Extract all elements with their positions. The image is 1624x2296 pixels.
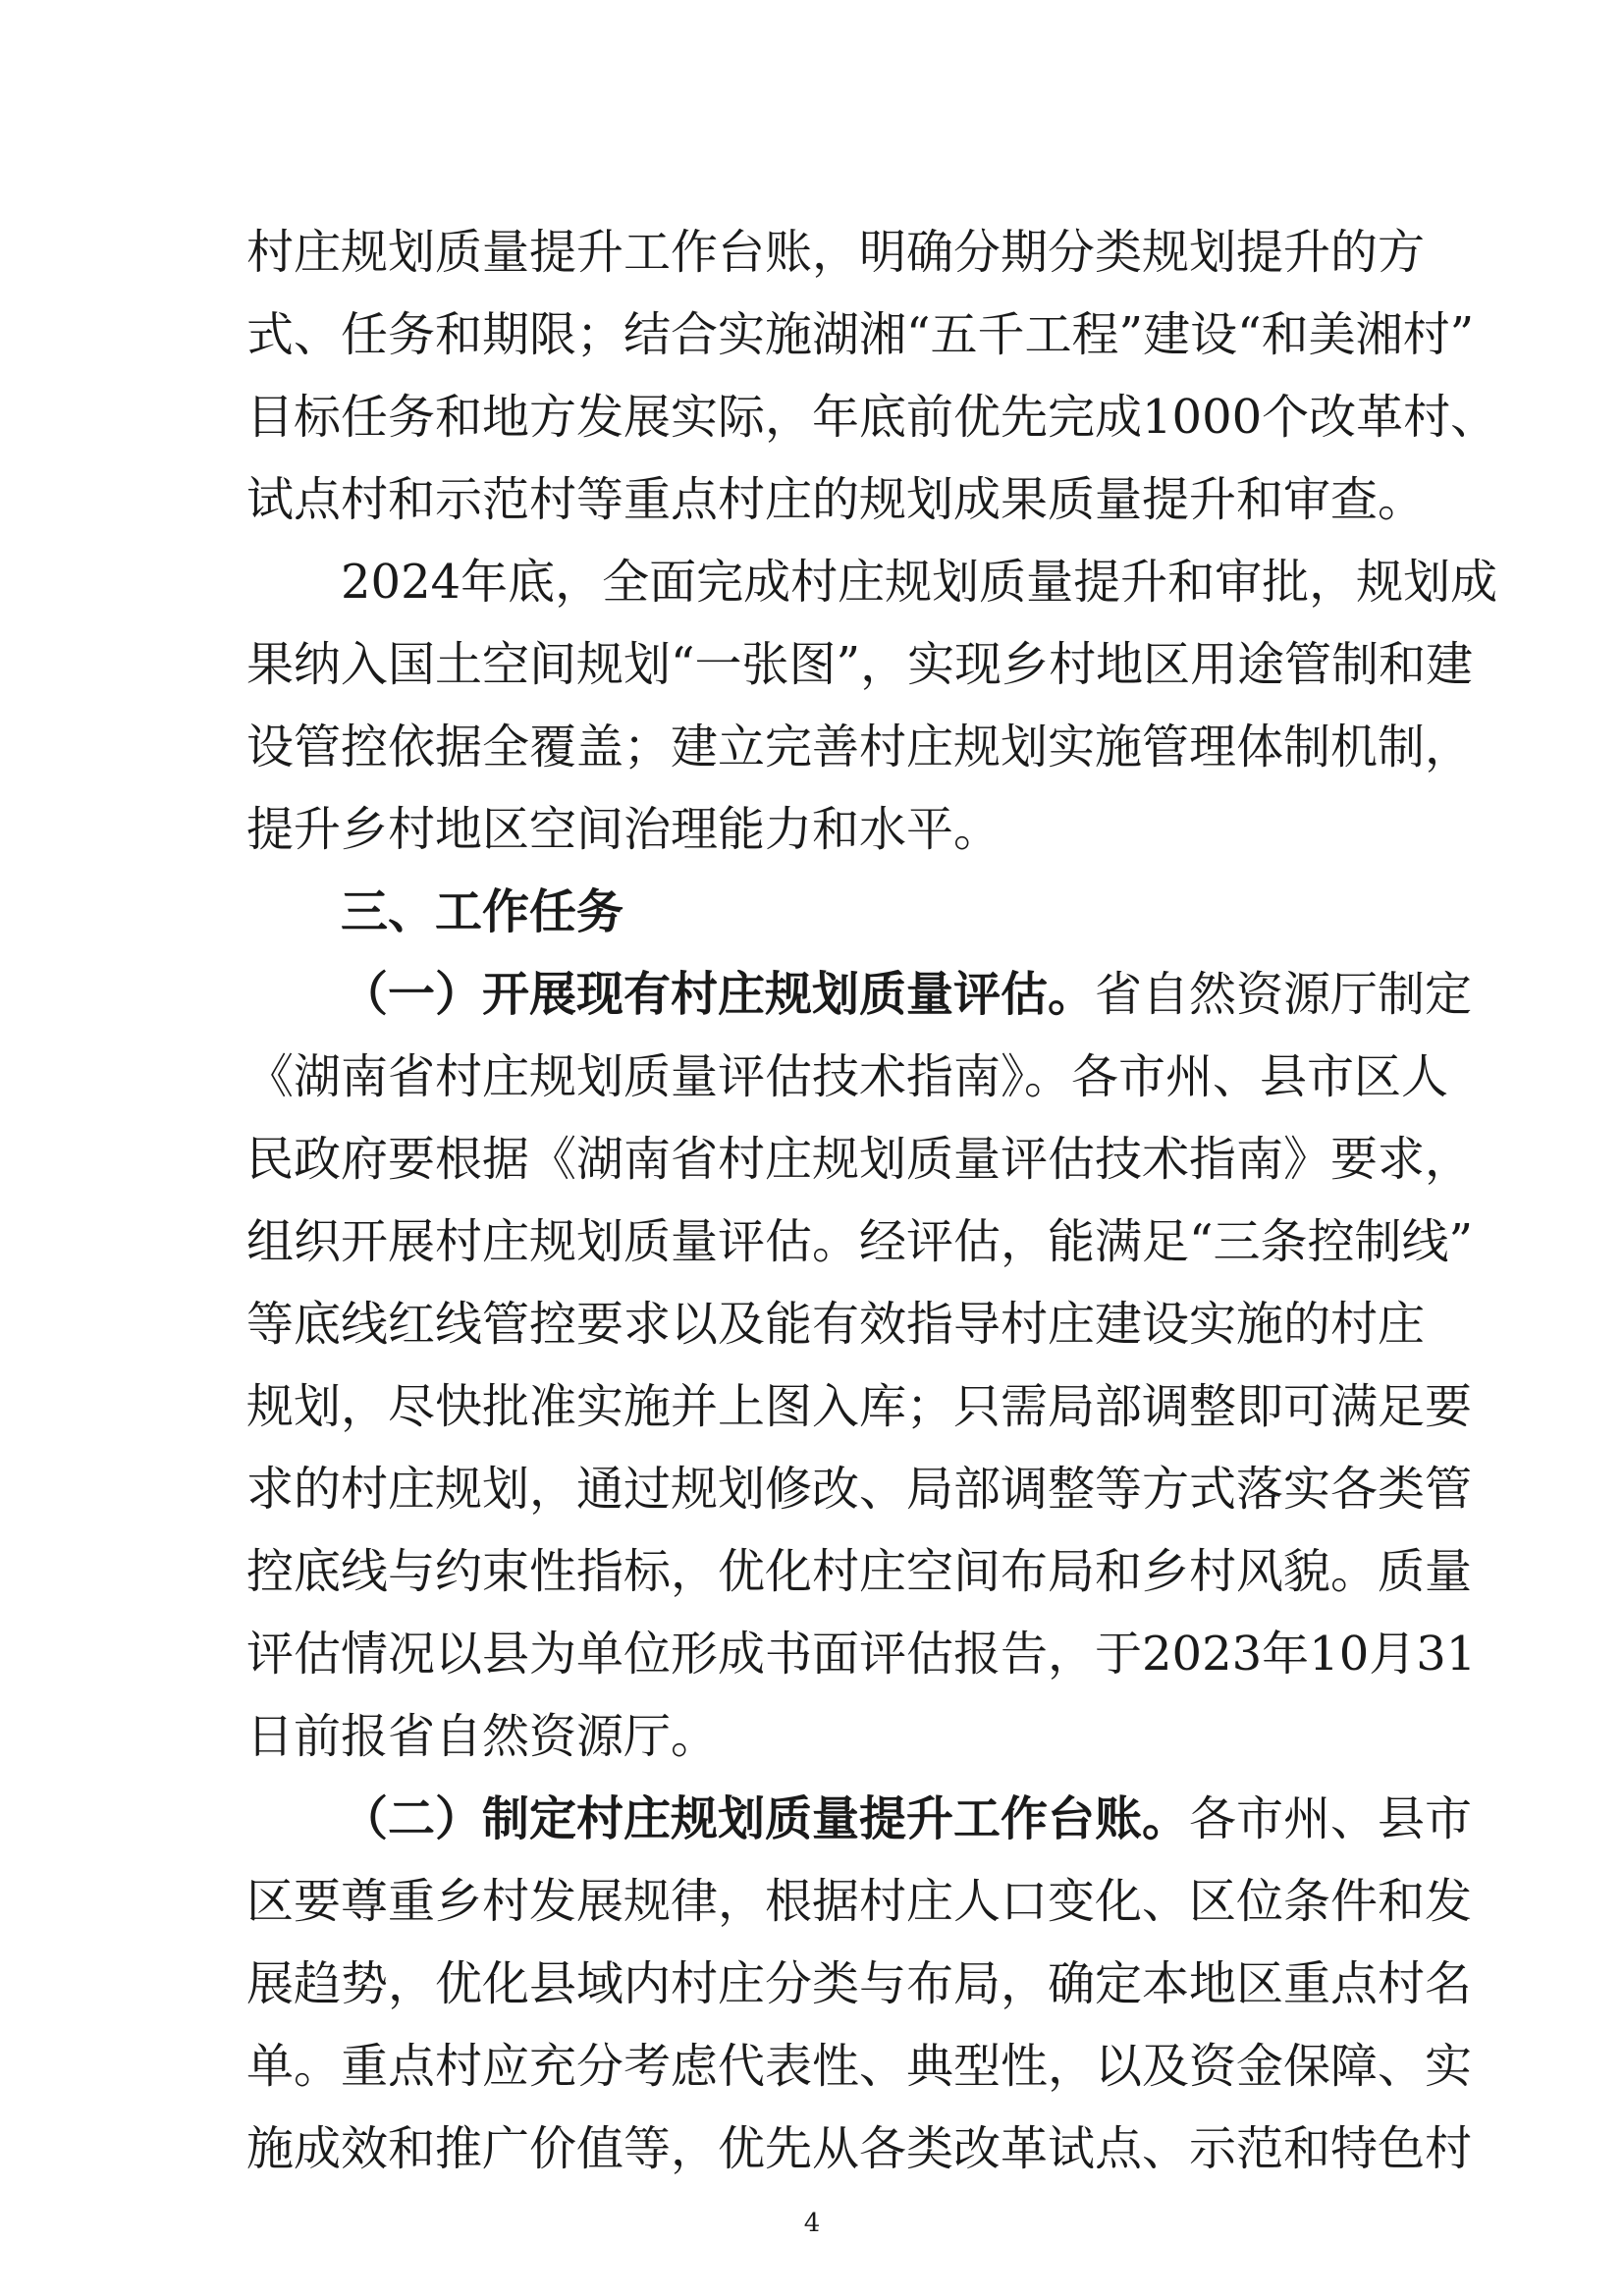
text-line: 规划，尽快批准实施并上图入库；只需局部调整即可满足要 (246, 1379, 1473, 1434)
text-line: 目标任务和地方发展实际，年底前优先完成1000个改革村、 (246, 390, 1498, 445)
text-line: 试点村和示范村等重点村庄的规划成果质量提升和审查。 (246, 472, 1426, 527)
text-line: 评估情况以县为单位形成书面评估报告，于2023年10月31 (246, 1627, 1477, 1682)
text-line: 组织开展村庄规划质量评估。经评估，能满足“三条控制线” (246, 1214, 1474, 1269)
text-line: 求的村庄规划，通过规划修改、局部调整等方式落实各类管 (246, 1462, 1473, 1517)
subsection-text: 各市州、县市 (1189, 1791, 1473, 1846)
subsection-paragraph-first-line (341, 965, 1473, 1024)
subsection-paragraph-first-line (341, 1789, 1473, 1848)
section-heading: 三、工作任务 (341, 884, 624, 939)
text-line: 提升乡村地区空间治理能力和水平。 (246, 802, 1001, 857)
text-line: 展趋势，优化县域内村庄分类与布局，确定本地区重点村名 (246, 1956, 1473, 2011)
text-line: 等底线红线管控要求以及能有效指导村庄建设实施的村庄 (246, 1297, 1426, 1352)
page-number: 4 (803, 2209, 821, 2238)
text-line: 单。重点村应充分考虑代表性、典型性，以及资金保障、实 (246, 2039, 1473, 2094)
text-line: 设管控依据全覆盖；建立完善村庄规划实施管理体制机制， (246, 720, 1473, 774)
text-line: 施成效和推广价值等，优先从各类改革试点、示范和特色村 (246, 2121, 1473, 2176)
text-line: 2024年底，全面完成村庄规划质量提升和审批，规划成 (341, 555, 1498, 610)
text-line: 民政府要根据《湖南省村庄规划质量评估技术指南》要求， (246, 1132, 1473, 1187)
subsection-title: （一）开展现有村庄规划质量评估。 (341, 967, 1096, 1022)
text-line: 区要尊重乡村发展规律，根据村庄人口变化、区位条件和发 (246, 1874, 1473, 1929)
text-line: 控底线与约束性指标，优化村庄空间布局和乡村风貌。质量 (246, 1544, 1473, 1599)
subsection-text: 省自然资源厅制定 (1095, 967, 1473, 1022)
text-line: 《湖南省村庄规划质量评估技术指南》。各市州、县市区人 (246, 1049, 1449, 1104)
text-line: 式、任务和期限；结合实施湖湘“五千工程”建设“和美湘村” (246, 307, 1475, 362)
text-line: 果纳入国土空间规划“一张图”，实现乡村地区用途管制和建 (246, 637, 1474, 692)
text-line: 日前报省自然资源厅。 (246, 1709, 719, 1764)
subsection-title: （二）制定村庄规划质量提升工作台账。 (341, 1791, 1190, 1846)
text-line: 村庄规划质量提升工作台账，明确分期分类规划提升的方 (246, 225, 1426, 280)
